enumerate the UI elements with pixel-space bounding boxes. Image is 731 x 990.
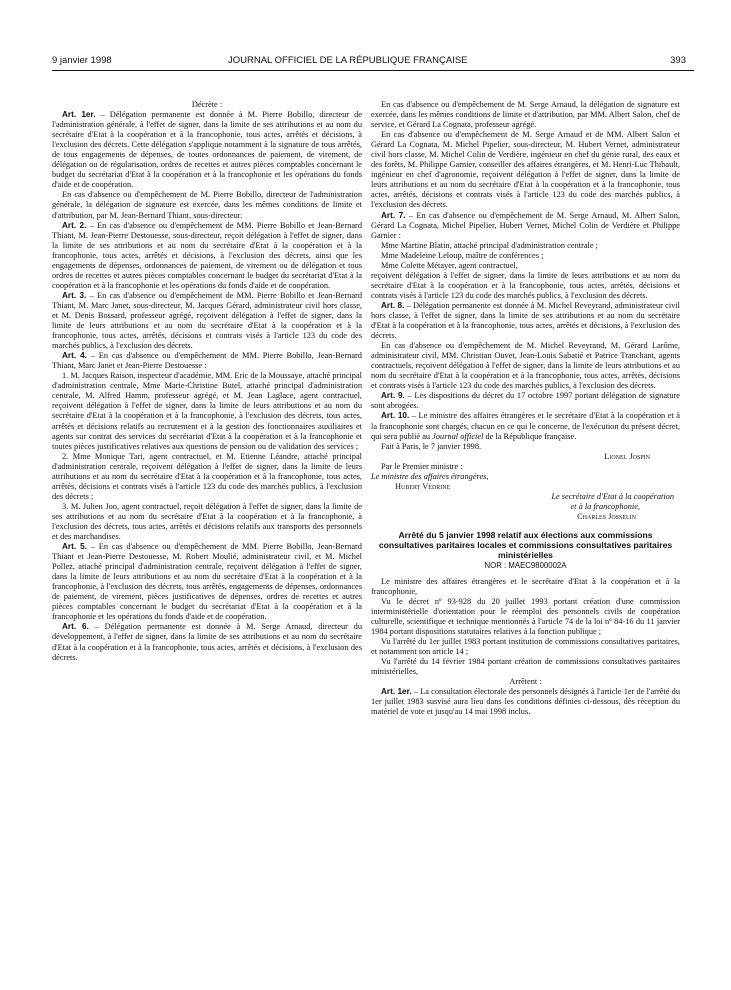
minister-title: Le ministre des affaires étrangères, (371, 471, 489, 481)
article-6-paragraph-3: En cas d'absence ou d'empêchement de M. Serge Arnaud et de MM. Albert Salon et Gérard La Cognata, M. Michel Pipelier, sous-directeur, M. Hubert Vernet, administrateur civil hors classe, M. Michel Colin de Verdière, ingénieur en chef du génie rural, des eaux et des forêts, M. Philippe Garnier, conseiller des affaires étrangères, et M. Henri-Luc Thibault, ingénieur en chef d'agronomie, reçoivent délégation à l'effet de signer, dans la limite de leurs attributions et au nom du secrétaire d'Etat à la coopération et à la francophonie, tous actes, arrêtés, décisions et contrats visés à l'article 123 du code des marchés publics, à l'exclusion des décrets. (371, 130, 680, 210)
article-1-label: Art. 1er. (62, 110, 96, 120)
arrete-article-1-label: Art. 1er. (381, 687, 412, 697)
article-1-paragraph-2: En cas d'absence ou d'empêchement de M. Pierre Bobillo, directeur de l'administration générale, la délégation de signature est exercée, dans les mêmes conditions de limite et d'attribution, par M. Jean-Bernard Thiant, sous-directeur. (52, 190, 362, 220)
arretent-heading: Arrêtent : (509, 677, 542, 687)
arrete-preamble: Le ministre des affaires étrangères et le secrétaire d'Etat à la coopération et à la francophonie, (371, 576, 680, 596)
article-6-paragraph-2: En cas d'absence ou d'empêchement de M. Serge Arnaud, la délégation de signature est exercée, dans les mêmes conditions de limite et d'attribution, par MM. Albert Salon, chef de service, et Gérard La Cognata, professeur agrégé. (371, 100, 680, 130)
minister-name: Hubert Védrine (395, 481, 451, 491)
arrete-visa-1: Vu le décret nº 93-928 du 20 juillet 1993 portant création d'une commission interministérielle d'orientation pour le réemploi des personnels civils de coopération culturelle, scientifique et technique mentionnés à l'article 74 de la loi nº 84-16 du 11 janvier 1984 portant dispositions statutaires relatives à la fonction publique ; (371, 596, 680, 636)
header-rule (52, 70, 694, 71)
article-5: Art. 5. – En cas d'absence ou d'empêchement de MM. Pierre Bobillo, Jean-Bernard Thiant et Jean-Pierre Destouesse, M. Robert Moulié, administrateur civil, et M. Michel Pollez, attaché principal d'administration centrale, reçoivent délégation à l'effet de signer, dans la limite de leurs attributions et au nom du secrétaire d'Etat à la coopération et à la francophonie, à l'exclusion des décrets, tous arrêtés, engagements de dépenses, ordonnances de paiement, de virement, pièces justificatives de dépenses, ordres de recettes et autres pièces comptables concernant le budget du secrétariat d'Etat à la coopération et à la francophonie et les opérations du fonds d'aide et de coopération. (52, 542, 362, 622)
decrete-heading: Décrète : (191, 100, 223, 109)
article-4-item-2: 2. Mme Monique Tari, agent contractuel, et M. Etienne Léandre, attaché principal d'administration centrale, reçoivent délégation à l'effet de signer, dans la limite de leurs attributions et au nom du secrétaire d'Etat à la coopération et à la francophonie, tous actes, arrêtés, décisions et contrats visés à l'article 123 du code des marchés publics, à l'exclusion des décrets ; (52, 451, 362, 501)
left-column (52, 100, 362, 663)
arrete-visa-2: Vu l'arrêté du 1er juillet 1983 portant institution de commissions consultatives paritaires, et notamment son article 14 ; (371, 636, 680, 656)
article-3: Art. 3. – En cas d'absence ou d'empêchement de MM. Pierre Bobillo et Jean-Bernard Thiant, M. Marc Janet, sous-directeur, M. Jacques Gérard, administrateur civil hors classe, et M. Denis Bossard, professeur agrégé, reçoivent délégation à l'effet de signer, dans la limite de leurs attributions et au nom du secrétaire d'Etat à la coopération et à la francophonie, tous actes, arrêtés, décisions et contrats visés à l'article 123 du code des marchés publics, à l'exclusion des décrets. (52, 290, 362, 351)
arrete-title: Arrêté du 5 janvier 1998 relatif aux élections aux commissions consultatives paritaires locales et commissions consultatives paritaires ministérielles (378, 529, 673, 561)
article-7-label: Art. 7. (381, 210, 406, 220)
article-4: Art. 4. – En cas d'absence ou d'empêchement de MM. Pierre Bobillo, Jean-Bernard Thiant, Marc Janet et Jean-Pierre Destouesse : (52, 351, 362, 371)
article-8-paragraph-2: En cas d'absence ou d'empêchement de M. Michel Reveyrand, M. Gérard Larôme, administrateur civil, MM. Christian Ouvet, Jean-Louis Sabatié et Patrice Tranchant, agents contractuels, reçoivent délégation à l'effet de signer, dans la limite de leurs attributions et au nom du secrétaire d'Etat à la coopération et à la francophonie, tous actes, arrêtés, décisions et contrats visés à l'article 123 du code des marchés publics, à l'exclusion des décrets. (371, 341, 680, 391)
article-10: Art. 10. – Le ministre des affaires étrangères et le secrétaire d'Etat à la coopération et à la francophonie sont chargés, chacun en ce qui le concerne, de l'exécution du présent décret, qui sera publié au Journal officiel de la République française. (371, 411, 680, 441)
secretary-title-line-2: et à la francophonie, (570, 501, 640, 511)
right-column (371, 100, 680, 717)
article-5-label: Art. 5. (62, 542, 87, 552)
prime-minister-signature: Lionel Jospin (604, 451, 650, 461)
article-7-end: reçoivent délégation à l'effet de signer, dans la limite de leurs attributions et au nom du secrétaire d'Etat à la coopération et à la francophonie, tous actes, arrêtés, décisions et contrats visés à l'article 123 du code des marchés publics, à l'exclusion des décrets. (371, 270, 680, 300)
article-3-label: Art. 3. (62, 290, 87, 300)
article-8-label: Art. 8. (381, 300, 405, 310)
article-7: Art. 7. – En cas d'absence ou d'empêchement de M. Serge Arnaud, M. Albert Salon, Gérard La Cognata, Michel Pipelier, Hubert Vernet, Michel Colin de Verdière et Philippe Garnier : (371, 210, 680, 240)
secretary-title-line-1: Le secrétaire d'Etat à la coopération (551, 491, 674, 501)
article-10-label: Art. 10. (381, 411, 410, 421)
article-6-label: Art. 6. (62, 622, 89, 632)
article-4-item-1: 1. M. Jacques Raison, inspecteur d'académie, MM. Eric de la Moussaye, attaché principal d'administration centrale, Mme Marie-Christine Butel, attaché principal d'administration centrale, M. Alfred Hamm, professeur agrégé, et M. Jean Laglace, agent contractuel, reçoivent délégation à l'effet de signer, dans la limite de leurs attributions et au nom du secrétaire d'Etat à la coopération et à la francophonie, à l'exclusion des décrets, tous actes, arrêtés et décisions relatifs au recrutement et à la gestion des fonctionnaires auxiliaires et agents sur contrat des services du secrétariat d'Etat à la coopération et à la francophonie et toutes pièces justificatives relatives aux questions de pension ou de validation des services ; (52, 371, 362, 451)
article-9-label: Art. 9. (381, 391, 405, 401)
article-7-person-2: Mme Madeleine Leloup, maître de conférences ; (381, 250, 544, 260)
header-page-number: 393 (670, 55, 686, 66)
arrete-visa-3: Vu l'arrêté du 14 février 1984 portant création de commissions consultatives paritaires ministérielles, (371, 657, 680, 677)
article-2: Art. 2. – En cas d'absence ou d'empêchement de MM. Pierre Bobillo et Jean-Bernard Thiant, M. Jean-Pierre Destouesse, sous-directeur, reçoit délégation à l'effet de signer, dans la limite de ses attributions et au nom du secrétaire d'Etat à la coopération et à la francophonie, tous actes, arrêtés et décisions, à l'exclusion des décrets, ainsi que les engagements de dépenses, ordonnances de paiement, de virement ou de délégation et tous ordres de recettes et autres pièces comptables concernant le budget du secrétariat d'Etat à la coopération et à la francophonie et les opérations du fonds d'aide et de coopération. (52, 220, 362, 290)
article-2-label: Art. 2. (62, 220, 87, 230)
header-date: 9 janvier 1998 (52, 55, 112, 66)
header-journal-title: JOURNAL OFFICIEL DE LA RÉPUBLIQUE FRANÇAISE (228, 55, 468, 66)
article-9: Art. 9. – Les dispositions du décret du 17 octobre 1997 portant délégation de signature sont abrogées. (371, 391, 680, 411)
article-1: Art. 1er. – Délégation permanente est donnée à M. Pierre Bobillo, directeur de l'administration générale, à l'effet de signer, dans la limite de ses attributions et au nom du secrétaire d'Etat à la coopération et à la francophonie, tous actes, arrêtés et décisions, à l'exclusion des décrets. Cette délégation s'applique notamment à la signature de tous arrêtés, de tous engagements de dépenses, de toutes ordonnances de paiement, de virement, de délégation ou de régularisation, ordres de recettes et autres pièces comptables concernant le budget du secrétariat d'Etat à la coopération et à la francophonie et les opérations du fonds d'aide et de coopération. (52, 110, 362, 190)
article-4-label: Art. 4. (62, 351, 87, 361)
article-7-person-3: Mme Colette Métayer, agent contractuel, (381, 260, 518, 270)
article-6: Art. 6. – Délégation permanente est donnée à M. Serge Arnaud, directeur du développement, à l'effet de signer, dans la limite de ses attributions et au nom du secrétaire d'Etat à la coopération et à la francophonie, tous actes, arrêtés et décisions, à l'exclusion des décrets. (52, 622, 362, 662)
par-premier-ministre: Par le Premier ministre : (381, 461, 463, 471)
nor-reference: NOR : MAEC9800002A (484, 560, 567, 570)
article-8: Art. 8. – Délégation permanente est donnée à M. Michel Reveyrand, administrateur civil hors classe, à l'effet de signer, dans la limite de ses attributions et au nom du secrétaire d'Etat à la coopération et à la francophonie, tous actes, arrêtés et décisions, à l'exclusion des décrets. (371, 300, 680, 341)
arrete-article-1: Art. 1er. – La consultation électorale des personnels désignés à l'article 1er de l'arrêté du 1er juillet 1983 susvisé aura lieu dans les conditions définies ci-dessous, dès réception du matériel de vote et jusqu'au 14 mai 1998 inclus. (371, 687, 680, 717)
article-4-item-3: 3. M. Julien Joo, agent contractuel, reçoit délégation à l'effet de signer, dans la limite de ses attributions et au nom du secrétaire d'Etat à la coopération et à la francophonie, à l'exclusion des décrets, tous actes, arrêtés et décisions relatifs aux transports des personnels et des marchandises. (52, 501, 362, 542)
page-header (52, 55, 692, 69)
signature-date: Fait à Paris, le 7 janvier 1998. (381, 441, 482, 451)
article-7-person-1: Mme Martine Blatin, attaché principal d'administration centrale ; (381, 240, 598, 250)
secretary-name: Charles Josselin (577, 511, 636, 521)
